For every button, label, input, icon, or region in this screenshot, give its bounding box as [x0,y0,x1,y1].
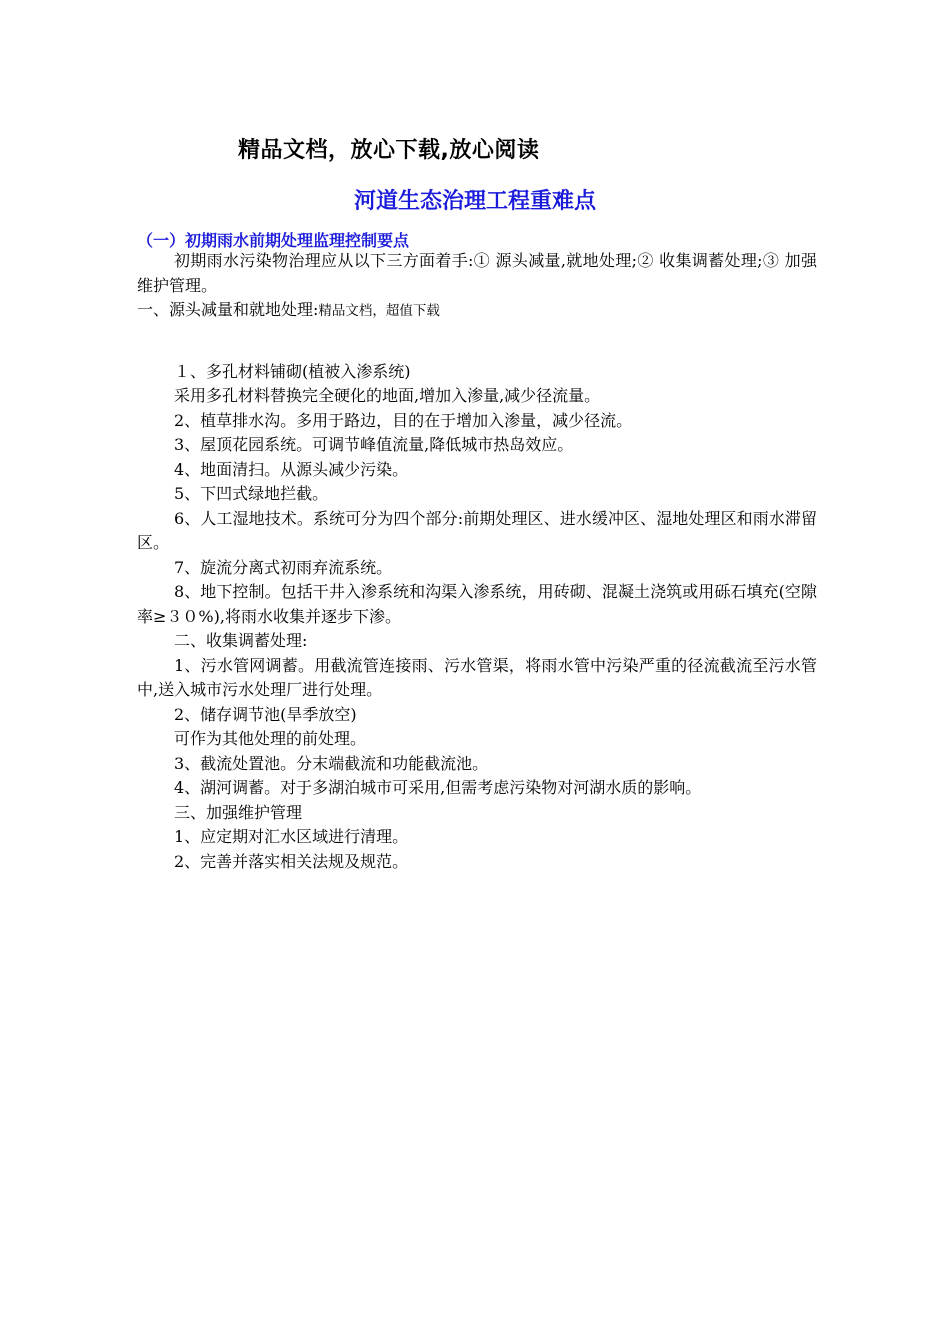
document-title: 河道生态治理工程重难点 [353,189,596,214]
paragraph: 采用多孔材料替换完全硬化的地面,增加入渗量,减少径流量。 [174,386,601,405]
spacer [137,324,817,360]
part1-heading-line [137,298,817,324]
document-body [137,249,817,874]
section-heading: （一）初期雨水前期处理监理控制要点 [137,231,410,250]
paragraph: 二、收集调蓄处理: [174,631,308,650]
paragraph: 3、屋顶花园系统。可调节峰值流量,降低城市热岛效应。 [174,435,574,454]
paragraph: 4、湖河调蓄。对于多湖泊城市可采用,但需考虑污染物对河湖水质的影响。 [174,778,702,797]
part1-note: 精品文档，超值下载 [318,303,440,319]
paragraph: 1、应定期对汇水区域进行清理。 [174,827,409,846]
paragraph: 2、储存调节池(旱季放空) [174,704,357,724]
paragraph: 8、地下控制。包括干井入渗系统和沟渠入渗系统，用砖砌、混凝土浇筑或用砾石填充(空隙率≥３０%),将雨水收集并逐步下渗。 [137,582,817,626]
paragraph: １、多孔材料铺砌(植被入渗系统) [174,361,411,381]
paragraph: 可作为其他处理的前处理。 [174,729,367,748]
paragraph: 2、植草排水沟。多用于路边，目的在于增加入渗量，减少径流。 [174,410,633,430]
paragraph: 2、完善并落实相关法规及规范。 [174,851,409,871]
part1-heading: 一、源头减量和就地处理: [137,300,319,319]
paragraph: 三、加强维护管理 [174,802,303,822]
paragraph: 4、地面清扫。从源头减少污染。 [174,459,409,479]
paragraph: 5、下凹式绿地拦截。 [174,484,329,503]
paragraph: 3、截流处置池。分末端截流和功能截流池。 [174,753,489,773]
intro-paragraph: 初期雨水污染物治理应从以下三方面着手:① 源头减量,就地处理;② 收集调蓄处理;③ 加强维护管理。 [137,251,817,295]
banner-text: 精品文档，放心下载,放心阅读 [238,138,540,163]
paragraph: 6、人工湿地技术。系统可分为四个部分:前期处理区、进水缓冲区、湿地处理区和雨水滞留区。 [137,508,817,552]
paragraph: 7、旋流分离式初雨弃流系统。 [174,557,393,577]
paragraph: 1、污水管网调蓄。用截流管连接雨、污水管渠，将雨水管中污染严重的径流截流至污水管中,送入城市污水处理厂进行处理。 [137,655,817,699]
